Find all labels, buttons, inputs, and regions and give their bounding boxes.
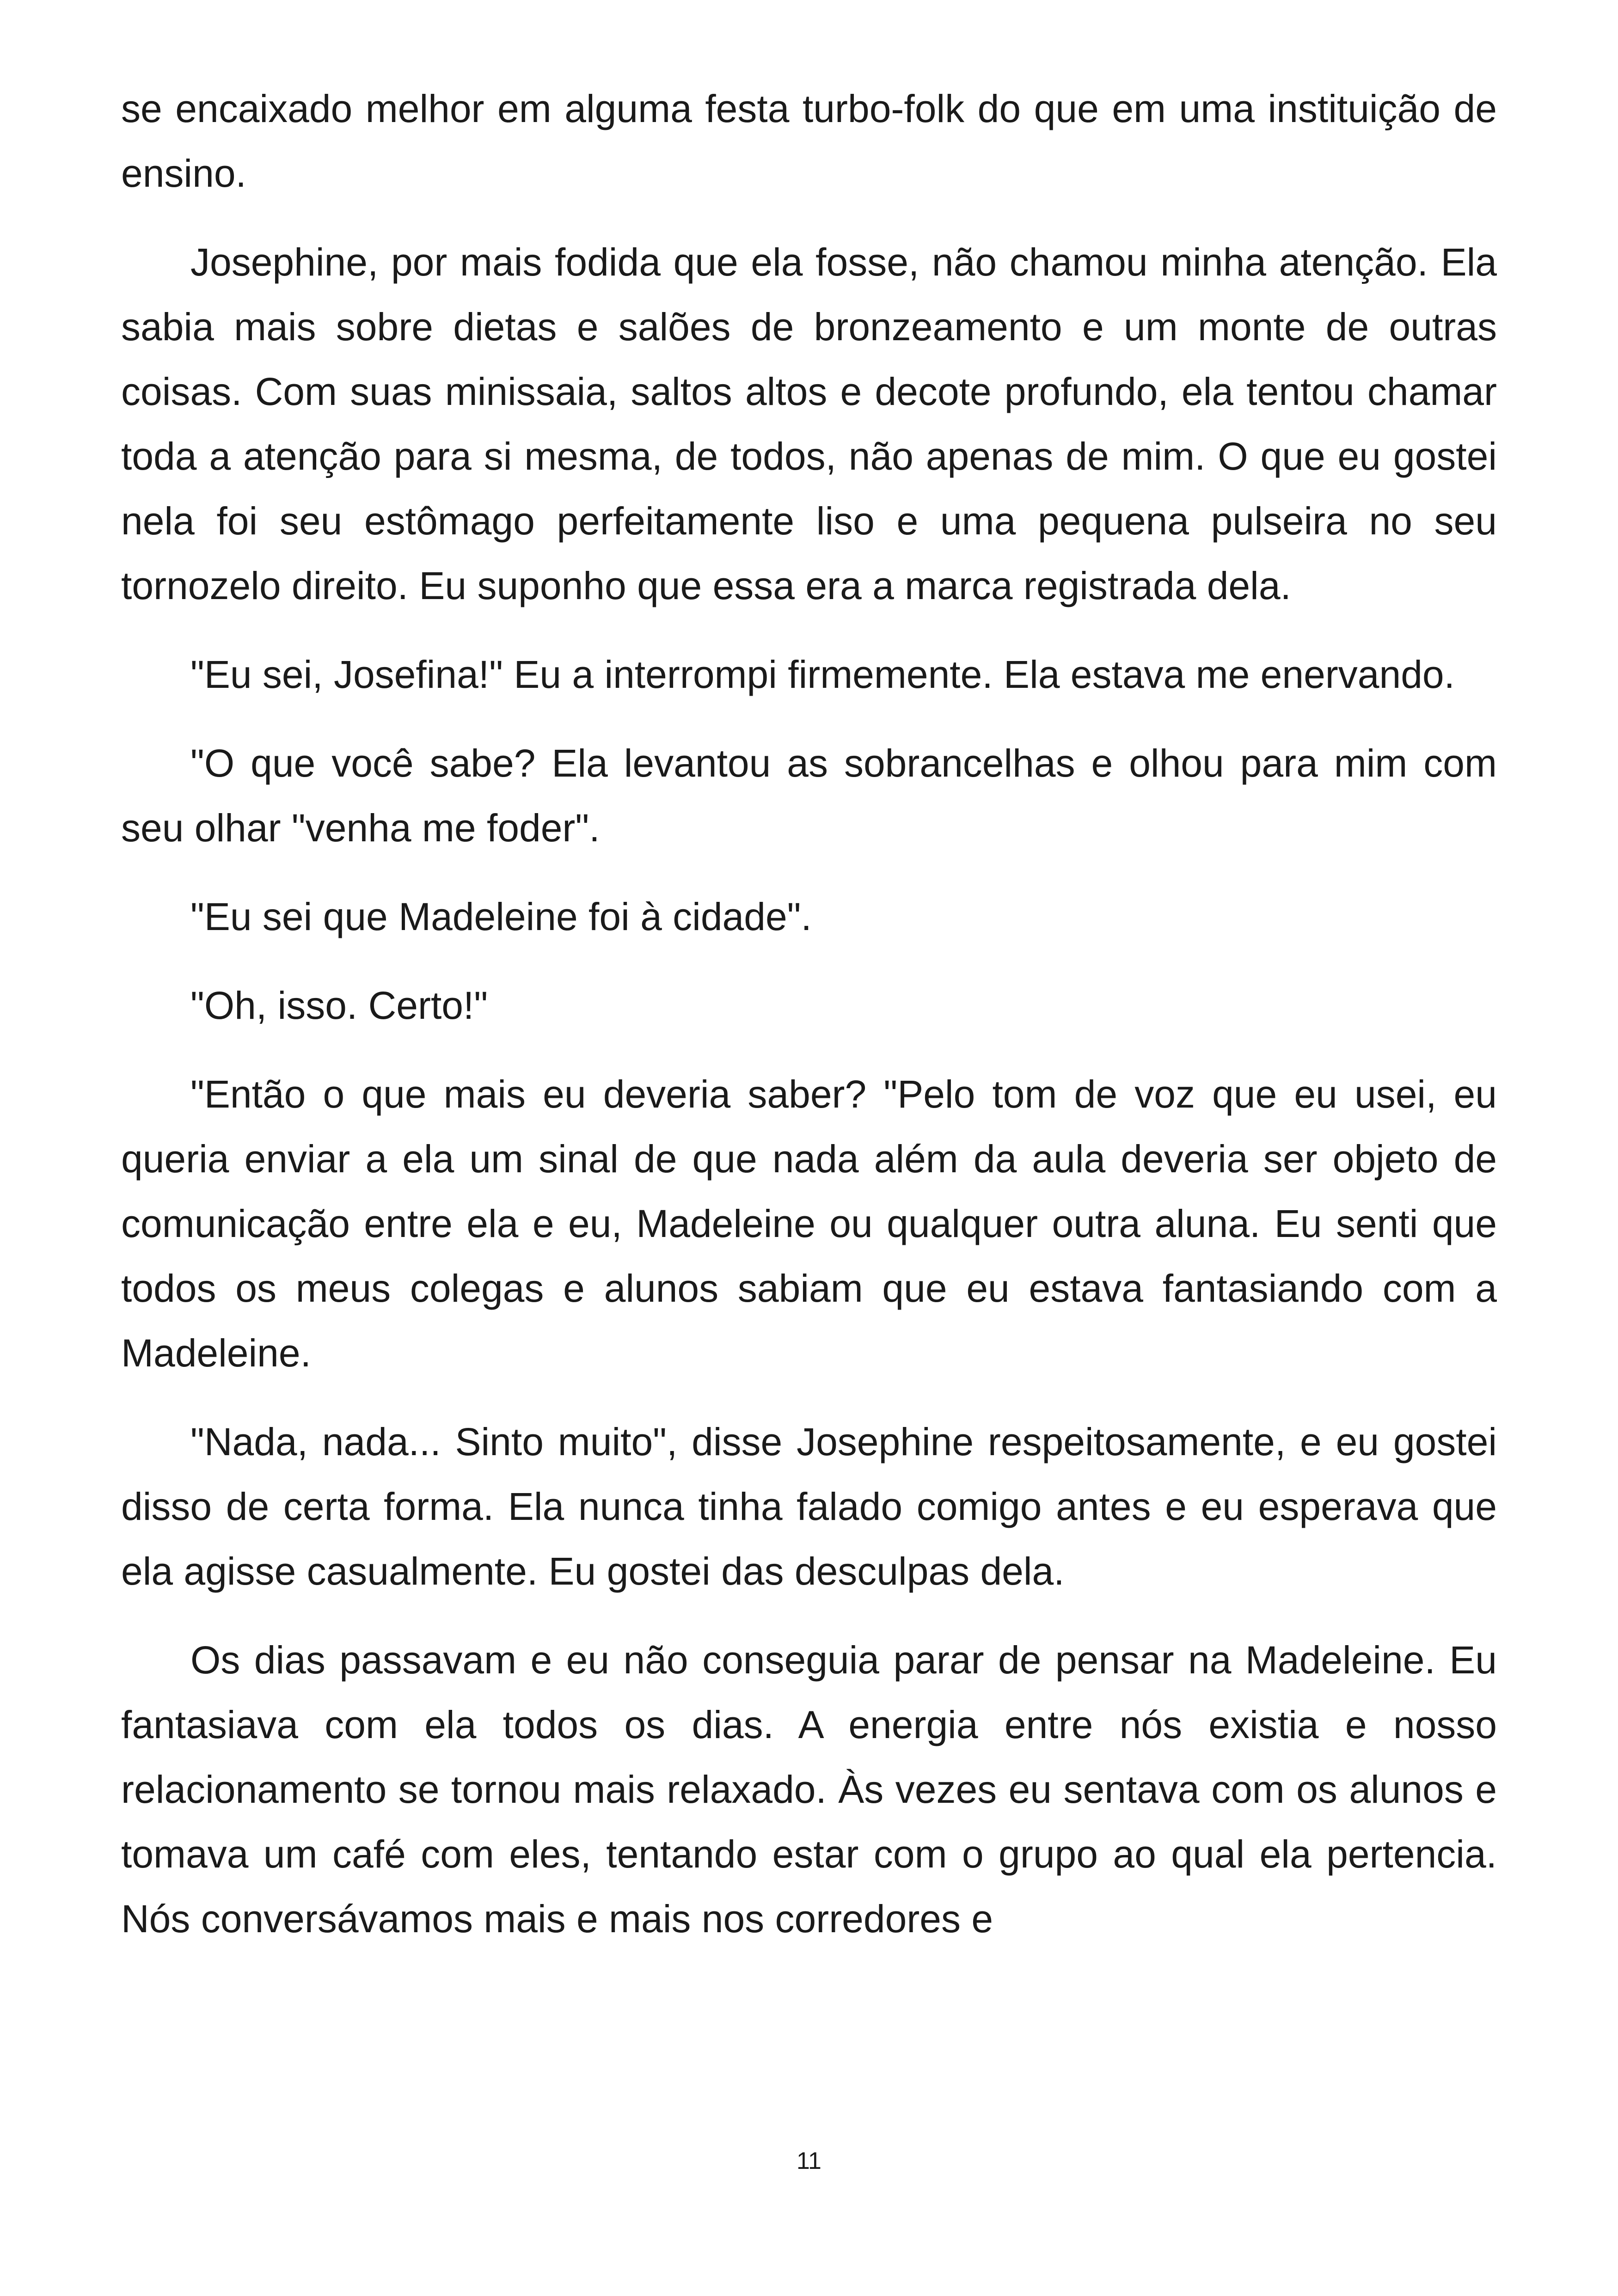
paragraph: "Eu sei, Josefina!" Eu a interrompi firmemente. Ela estava me enervando. bbox=[190, 653, 1455, 696]
paragraph: "O que você sabe? Ela levantou as sobrancelhas e olhou para mim com seu olhar "venha me foder". bbox=[121, 741, 1497, 850]
paragraph: "Eu sei que Madeleine foi à cidade". bbox=[190, 895, 812, 938]
paragraph: "Nada, nada... Sinto muito", disse Josephine respeitosamente, e eu gostei disso de certa forma. Ela nunca tinha falado comigo antes e eu esperava que ela agisse casualmente. Eu gostei das desculpas dela. bbox=[121, 1420, 1497, 1593]
paragraph: se encaixado melhor em alguma festa turbo-folk do que em uma instituição de ensino. bbox=[121, 87, 1497, 195]
paragraph: "Então o que mais eu deveria saber? "Pelo tom de voz que eu usei, eu queria enviar a ela um sinal de que nada além da aula deveria ser objeto de comunicação entre ela e eu, Madeleine ou qualquer outra aluna. Eu senti que todos os meus colegas e alunos sabiam que eu estava fantasiando com a Madeleine. bbox=[121, 1072, 1497, 1375]
paragraph: Os dias passavam e eu não conseguia parar de pensar na Madeleine. Eu fantasiava com ela todos os dias. A energia entre nós existia e nosso relacionamento se tornou mais relaxado. Às vezes eu sentava com os alunos e tomava um café com eles, tentando estar com o grupo ao qual ela pertencia. Nós conversávamos mais e mais nos corredores e bbox=[121, 1638, 1497, 1941]
page-body bbox=[121, 76, 1497, 1975]
page-number: 11 bbox=[797, 2148, 821, 2174]
paragraph: Josephine, por mais fodida que ela fosse, não chamou minha atenção. Ela sabia mais sobre dietas e salões de bronzeamento e um monte de outras coisas. Com suas minissaia, saltos altos e decote profundo, ela tentou chamar toda a atenção para si mesma, de todos, não apenas de mim. O que eu gostei nela foi seu estômago perfeitamente liso e uma pequena pulseira no seu tornozelo direito. Eu suponho que essa era a marca registrada dela. bbox=[121, 240, 1497, 607]
paragraph: "Oh, isso. Certo!" bbox=[190, 984, 488, 1027]
